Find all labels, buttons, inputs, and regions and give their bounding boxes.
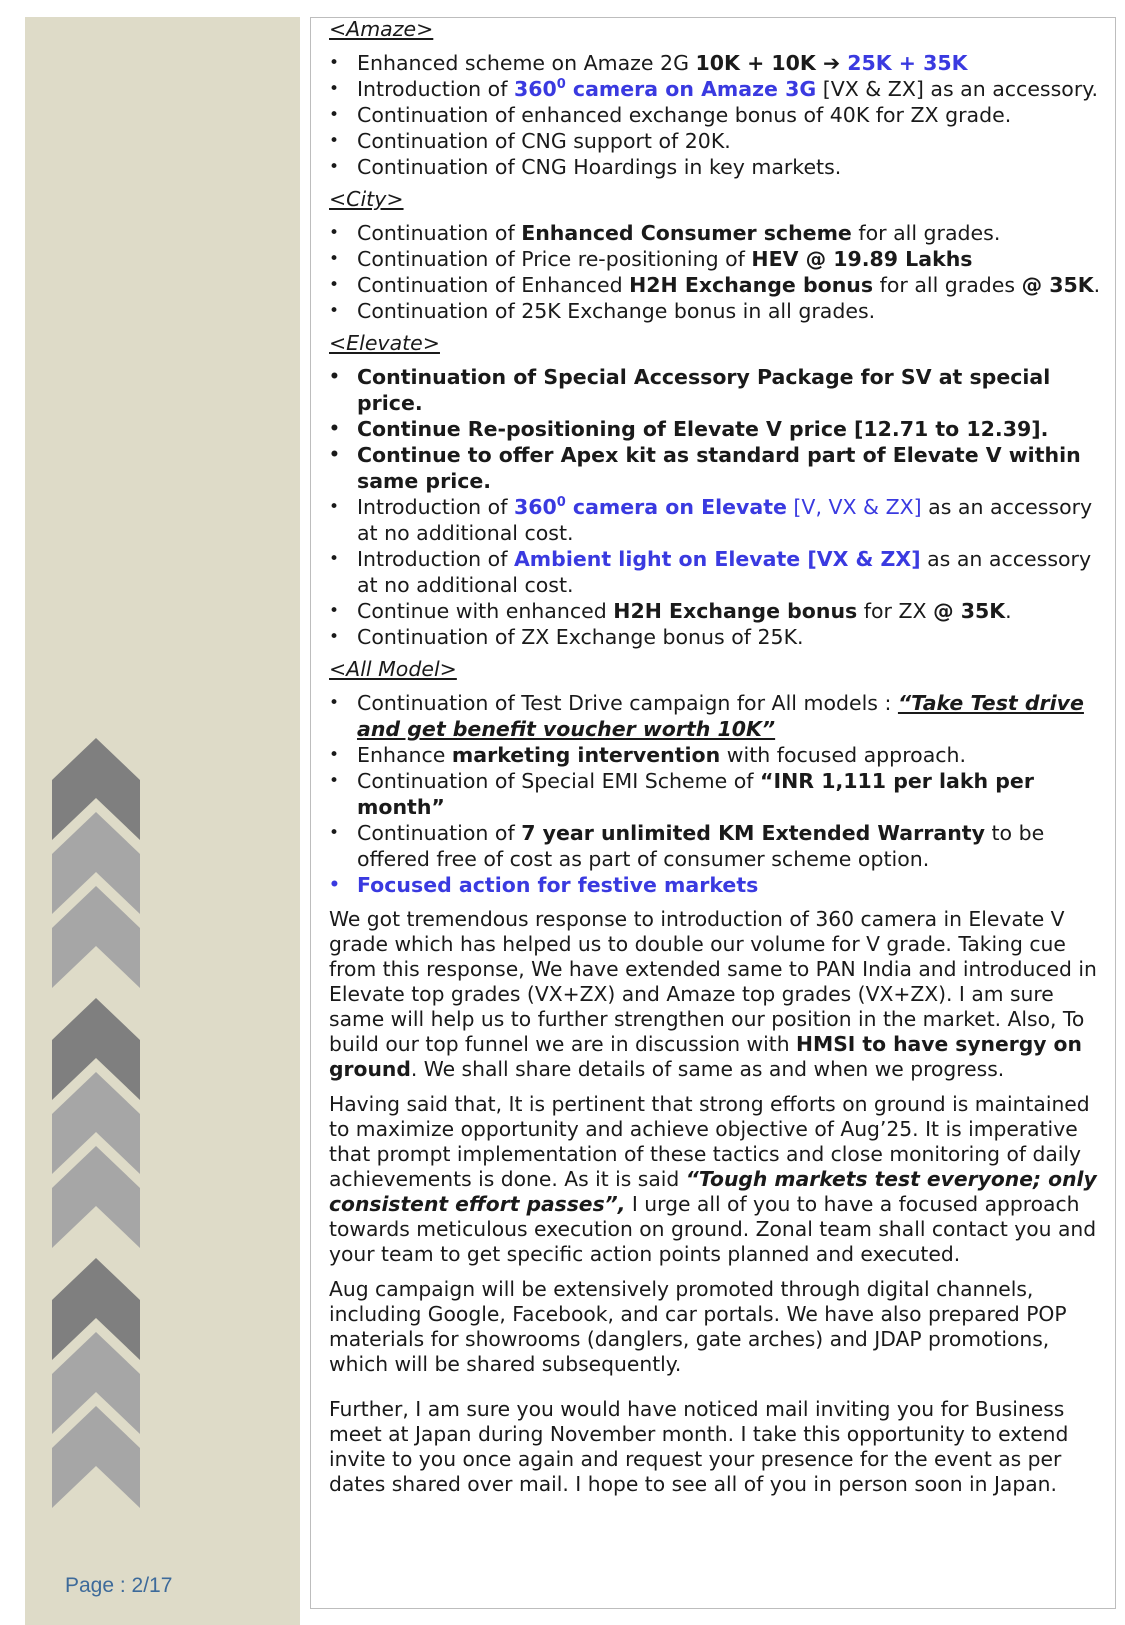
bullet-text: . — [1005, 599, 1012, 623]
chevron-light-icon — [52, 886, 140, 988]
content-body — [329, 16, 1104, 1497]
all-model-bullet-list — [329, 690, 1104, 898]
bullet-text: Introduction of — [357, 77, 514, 101]
bullet-text: Introduction of — [357, 495, 514, 519]
bullet-bold-text: H2H Exchange bonus — [629, 273, 874, 297]
bullet-text: Continuation of — [357, 821, 522, 845]
bullet-text: for all grades. — [851, 221, 1001, 245]
bullet-text: with focused approach. — [720, 743, 967, 767]
body-paragraph: Aug campaign will be extensively promoted through digital channels, including Google, Facebook, and car portals. We have also prepared POP materials for showrooms (danglers, gate arches) and JDAP promotions, which will be shared subsequently. — [329, 1277, 1067, 1376]
bullet-bold-text: HEV @ 19.89 Lakhs — [751, 247, 973, 271]
amaze-bullet-list — [329, 50, 1104, 180]
list-item — [329, 820, 1104, 872]
list-item — [329, 246, 1104, 272]
city-bullet-list — [329, 220, 1104, 324]
list-item — [329, 598, 1104, 624]
bullet-bold-text: “INR 1,111 per lakh per month” — [357, 769, 1034, 819]
bullet-blue-text: [V, VX & ZX] — [786, 495, 922, 519]
bullet-bold-text: @ 35K — [933, 599, 1006, 623]
list-item: • Continue Re-positioning of Elevate V price [12.71 to 12.39]. — [329, 416, 1104, 442]
bullet-text: Continuation of Test Drive campaign for All models : — [357, 691, 898, 715]
bullet-text: as an accessory at no additional cost. — [357, 495, 1093, 545]
bullet-bold-text: H2H Exchange bonus — [613, 599, 858, 623]
bullet-bold-text: 7 year unlimited KM Extended Warranty — [521, 821, 985, 845]
bullet-text: Continue with enhanced — [357, 599, 614, 623]
list-item — [329, 546, 1104, 598]
section-heading-elevate: <Elevate> — [329, 331, 440, 355]
paragraph-text: We got tremendous response to introduction of 360 camera in Elevate V grade which has helped us to double our volume for V grade. Taking cue from this response, We have extended same to PAN India and introduced in Elevate top grades (VX+ZX) and Amaze top grades (VX+ZX). I am sure same will help us to further strengthen our position in the market. Also, To build our top funnel we are in discussion with — [329, 907, 1097, 1056]
list-item — [329, 690, 1104, 742]
page-number: Page : 2/17 — [65, 1574, 173, 1597]
list-item — [329, 768, 1104, 820]
content-frame — [310, 17, 1116, 1609]
bullet-blue-text: 360 — [513, 77, 557, 101]
list-item: • Continue to offer Apex kit as standard part of Elevate V within same price. — [329, 442, 1104, 494]
arrow-right-icon: ➔ — [822, 51, 841, 75]
bullet-text: as an accessory at no additional cost. — [357, 547, 1092, 597]
paragraph-text: I urge all of you to have a focused approach towards meticulous execution on ground. Zonal team shall contact you and your team to get specific action points planned and executed. — [329, 1192, 1097, 1266]
section-heading-amaze: <Amaze> — [329, 17, 434, 41]
list-item — [329, 220, 1104, 246]
bullet-text: for ZX — [857, 599, 934, 623]
bullet-bold-text: marketing intervention — [451, 743, 721, 767]
chevron-light-icon — [52, 1146, 140, 1248]
body-paragraph — [329, 907, 1104, 1082]
list-item: • Focused action for festive markets — [329, 872, 1104, 898]
bullet-text: [VX & ZX] as an accessory. — [816, 77, 1098, 101]
bullet-blue-text: 360 — [513, 495, 557, 519]
list-item — [329, 742, 1104, 768]
bullet-bold-text: @ 35K — [1021, 273, 1094, 297]
bullet-text: Enhance — [357, 743, 452, 767]
list-item — [329, 272, 1104, 298]
bullet-text: Continuation of Price re-positioning of — [357, 247, 752, 271]
bullet-text: Continuation of — [357, 221, 522, 245]
bullet-blue-text: 25K + 35K — [840, 51, 968, 75]
bullet-blue-text: camera on Elevate — [565, 495, 787, 519]
paragraph-text: . We shall share details of same as and when we progress. — [410, 1057, 1005, 1081]
paragraph-bold-text: HMSI to have synergy on ground — [329, 1032, 1082, 1081]
bullet-text: to be offered free of cost as part of consumer scheme option. — [357, 821, 1045, 871]
paragraph-text: Having said that, It is pertinent that strong efforts on ground is maintained to maximize opportunity and achieve objective of Aug’25. It is imperative that prompt implementation of these tactics and close monitoring of daily achievements is done. As it is said — [329, 1092, 1090, 1191]
degree-superscript: 0 — [556, 495, 566, 511]
bullet-text: Continuation of Special EMI Scheme of — [357, 769, 761, 793]
bullet-text: Introduction of — [357, 547, 514, 571]
list-item: • Continuation of CNG Hoardings in key markets. — [329, 154, 1104, 180]
bullet-text: . — [1093, 273, 1101, 297]
bullet-text: Enhanced scheme on Amaze 2G — [357, 51, 696, 75]
quote-text: “Tough markets test everyone; only consistent effort passes”, — [329, 1167, 1097, 1216]
list-item: • Continuation of 25K Exchange bonus in all grades. — [329, 298, 1104, 324]
bullet-blue-text: camera on Amaze 3G — [565, 77, 817, 101]
elevate-bullet-list — [329, 364, 1104, 650]
list-item — [329, 76, 1104, 102]
section-heading-city: <City> — [329, 187, 404, 211]
list-item: • Continuation of enhanced exchange bonus of 40K for ZX grade. — [329, 102, 1104, 128]
list-item — [329, 50, 1104, 76]
campaign-quote: “Take Test drive and get benefit voucher worth 10K” — [357, 691, 1084, 741]
bullet-bold-text: Enhanced Consumer scheme — [521, 221, 852, 245]
list-item: • Continuation of ZX Exchange bonus of 25K. — [329, 624, 1104, 650]
body-paragraph — [329, 1092, 1104, 1267]
body-paragraph: Further, I am sure you would have noticed mail inviting you for Business meet at Japan during November month. I take this opportunity to extend invite to you once again and request your presence for the event as per dates shared over mail. I hope to see all of you in person soon in Japan. — [329, 1397, 1069, 1496]
list-item — [329, 494, 1104, 546]
bullet-text: Continuation of Enhanced — [357, 273, 630, 297]
list-item: • Continuation of Special Accessory Package for SV at special price. — [329, 364, 1104, 416]
degree-superscript: 0 — [556, 77, 566, 93]
list-item: • Continuation of CNG support of 20K. — [329, 128, 1104, 154]
bullet-text: for all grades — [873, 273, 1022, 297]
bullet-bold-text: 10K + 10K — [695, 51, 823, 75]
bullet-blue-text: Ambient light on Elevate [VX & ZX] — [513, 547, 921, 571]
section-heading-all-model: <All Model> — [329, 657, 457, 681]
chevron-light-icon — [52, 1406, 140, 1508]
